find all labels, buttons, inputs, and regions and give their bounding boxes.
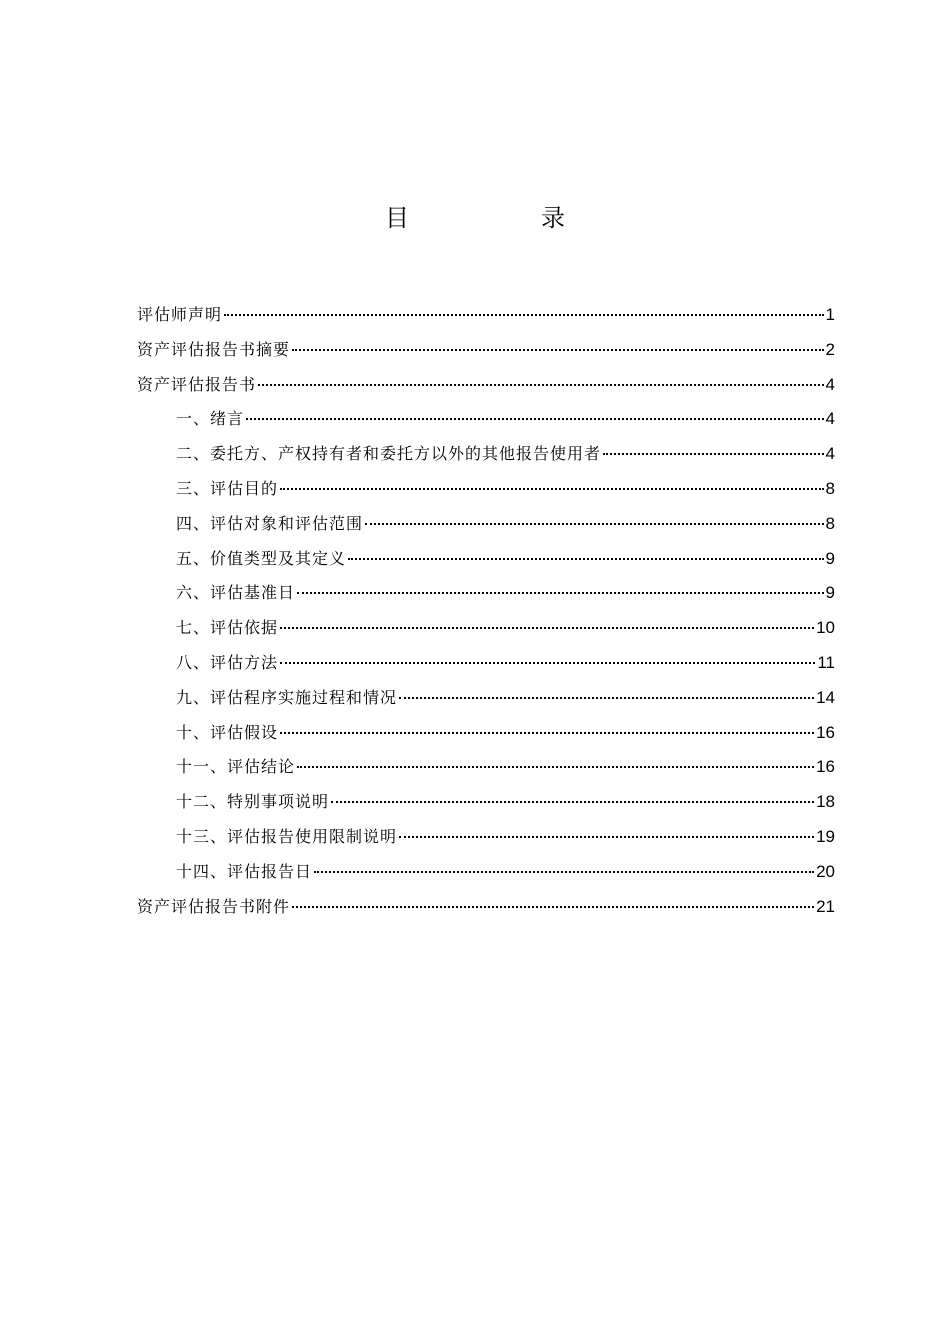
toc-entry-label: 资产评估报告书摘要	[137, 339, 291, 359]
toc-entry-label: 一、绪言	[176, 409, 245, 429]
toc-entry-label: 八、评估方法	[176, 652, 279, 672]
toc-leader-dots	[348, 558, 824, 560]
toc-entry-page: 9	[825, 583, 835, 603]
toc-entry-17[interactable]	[137, 894, 835, 929]
toc-entry-page: 1	[825, 305, 835, 324]
toc-entry-label: 十四、评估报告日	[176, 861, 313, 881]
toc-entry-page: 20	[816, 861, 835, 881]
toc-entry-label: 三、评估目的	[176, 478, 279, 498]
toc-leader-dots	[331, 801, 814, 803]
toc-entry-3[interactable]	[137, 406, 835, 441]
toc-entry-label: 十、评估假设	[176, 722, 279, 742]
toc-entry-5[interactable]	[137, 476, 835, 511]
toc-leader-dots	[297, 592, 824, 594]
toc-entry-13[interactable]	[137, 754, 835, 789]
toc-entry-label: 五、价值类型及其定义	[176, 548, 347, 568]
toc-entry-6[interactable]	[137, 511, 835, 546]
toc-entry-label: 六、评估基准日	[176, 583, 296, 603]
toc-leader-dots	[292, 906, 814, 908]
toc-leader-dots	[280, 488, 824, 490]
toc-entry-label: 九、评估程序实施过程和情况	[176, 687, 398, 707]
toc-leader-dots	[224, 314, 824, 316]
toc-entry-label: 资产评估报告书	[137, 374, 257, 394]
toc-leader-dots	[297, 766, 814, 768]
toc-entry-14[interactable]	[137, 789, 835, 824]
toc-entry-page: 11	[817, 652, 835, 672]
toc-entry-page: 4	[825, 409, 835, 429]
toc-entry-label: 十二、特别事项说明	[176, 792, 330, 812]
toc-entry-page: 18	[816, 792, 835, 812]
toc-entry-16[interactable]	[137, 859, 835, 894]
toc-entry-page: 14	[816, 687, 835, 707]
toc-entry-label: 十三、评估报告使用限制说明	[176, 826, 398, 846]
toc-entry-label: 七、评估依据	[176, 618, 279, 638]
toc-entry-page: 16	[816, 722, 835, 742]
toc-entry-page: 4	[825, 444, 835, 464]
toc-entry-label: 评估师声明	[137, 305, 223, 324]
toc-leader-dots	[399, 697, 814, 699]
toc-entry-15[interactable]	[137, 824, 835, 859]
toc-entry-label: 四、评估对象和评估范围	[176, 513, 364, 533]
toc-entry-4[interactable]	[137, 441, 835, 476]
toc-entry-1[interactable]	[137, 337, 835, 372]
toc-entry-2[interactable]	[137, 372, 835, 407]
toc-leader-dots	[280, 662, 815, 664]
toc-entry-page: 8	[825, 513, 835, 533]
toc-entry-11[interactable]	[137, 685, 835, 720]
toc-entry-0[interactable]	[137, 302, 835, 337]
toc-entry-page: 8	[825, 478, 835, 498]
toc-leader-dots	[280, 732, 814, 734]
toc-entry-page: 21	[816, 896, 835, 916]
toc-entry-8[interactable]	[137, 580, 835, 615]
toc-leader-dots	[399, 836, 814, 838]
toc-entry-page: 19	[816, 826, 835, 846]
toc-leader-dots	[280, 627, 814, 629]
toc-leader-dots	[603, 453, 824, 455]
toc-leader-dots	[314, 871, 814, 873]
toc-entry-page: 2	[825, 339, 835, 359]
toc-entry-9[interactable]	[137, 615, 835, 650]
toc-entry-label: 二、委托方、产权持有者和委托方以外的其他报告使用者	[176, 444, 602, 464]
toc-leader-dots	[365, 523, 824, 525]
toc-title: 目 录	[385, 204, 619, 232]
toc-entry-page: 9	[825, 548, 835, 568]
toc-leader-dots	[292, 349, 824, 351]
toc-leader-dots	[258, 384, 824, 386]
toc-entry-label: 资产评估报告书附件	[137, 896, 291, 916]
table-of-contents	[137, 302, 835, 928]
toc-entry-page: 4	[825, 374, 835, 394]
toc-entry-12[interactable]	[137, 720, 835, 755]
toc-entry-page: 16	[816, 757, 835, 777]
toc-leader-dots	[246, 418, 824, 420]
toc-entry-7[interactable]	[137, 546, 835, 581]
toc-entry-label: 十一、评估结论	[176, 757, 296, 777]
toc-entry-page: 10	[816, 618, 835, 638]
toc-entry-10[interactable]	[137, 650, 835, 685]
